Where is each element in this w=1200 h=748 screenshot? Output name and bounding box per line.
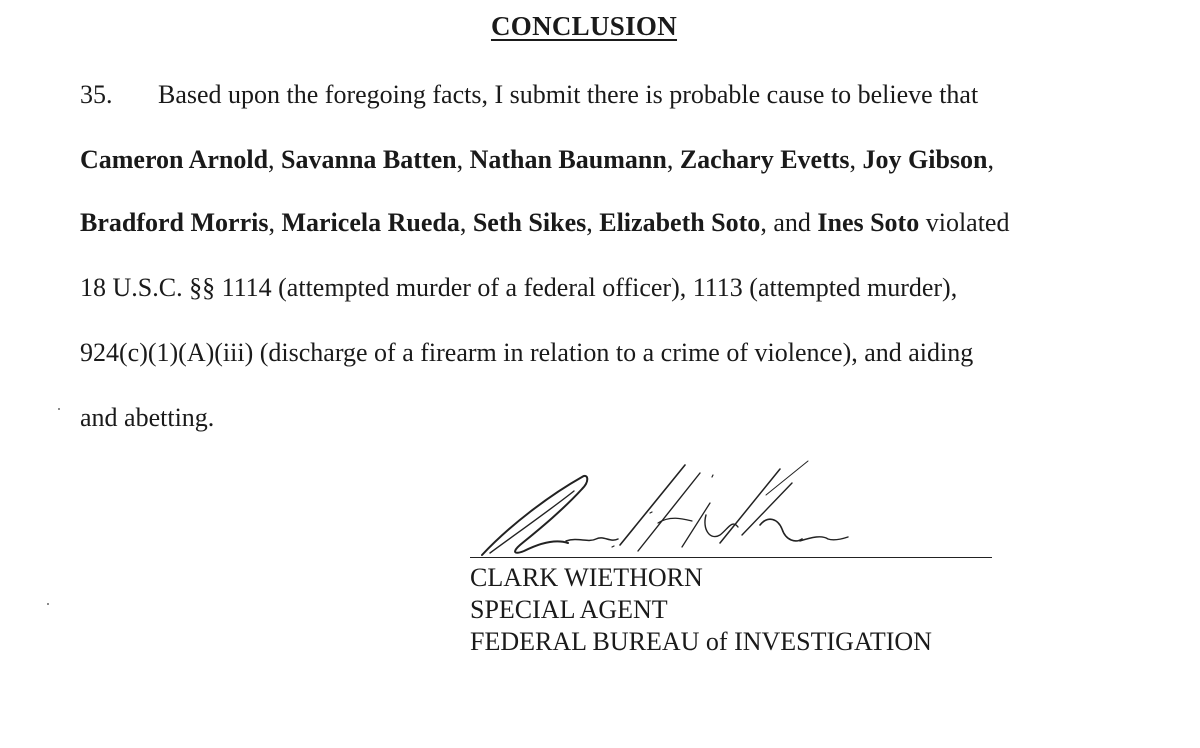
paragraph-line-5: 924(c)(1)(A)(iii) (discharge of a firearm in relation to a crime of violence), and aiding xyxy=(80,338,974,367)
signer-name: CLARK WIETHORN xyxy=(470,563,703,592)
defendant-name: Ines Soto xyxy=(817,208,920,237)
paragraph-line-3 xyxy=(80,208,1009,238)
name-separator: , xyxy=(586,208,600,237)
signature-line xyxy=(470,557,992,558)
signer-title: SPECIAL AGENT xyxy=(470,595,668,624)
defendant-name: Joy Gibson xyxy=(862,145,988,174)
defendant-name: Cameron Arnold xyxy=(80,145,269,174)
name-separator: , xyxy=(456,145,470,174)
paragraph-line-6: and abetting. xyxy=(80,403,215,432)
handwritten-signature xyxy=(470,455,850,560)
defendant-name: Zachary Evetts xyxy=(679,145,850,174)
paragraph-line-4: 18 U.S.C. §§ 1114 (attempted murder of a federal officer), 1113 (attempted murder), xyxy=(80,273,958,302)
defendant-name: Bradford Morris xyxy=(80,208,269,237)
scan-speck xyxy=(58,408,60,410)
section-heading: CONCLUSION xyxy=(490,11,678,41)
line-tail: , xyxy=(987,145,995,174)
defendant-name: Elizabeth Soto xyxy=(599,208,761,237)
defendant-name: Seth Sikes xyxy=(472,208,587,237)
name-separator: , xyxy=(666,145,680,174)
defendant-name: Savanna Batten xyxy=(281,145,457,174)
scan-speck xyxy=(47,603,49,605)
name-separator: , xyxy=(849,145,863,174)
signer-agency: FEDERAL BUREAU of INVESTIGATION xyxy=(470,627,932,656)
paragraph-text-1: Based upon the foregoing facts, I submit there is probable cause to believe that xyxy=(158,80,979,109)
line-tail: violated xyxy=(919,208,1010,237)
defendant-name: Nathan Baumann xyxy=(469,145,667,174)
name-separator: , xyxy=(459,208,473,237)
conjunction: , and xyxy=(760,208,818,237)
name-separator: , xyxy=(268,145,282,174)
paragraph-number: 35. xyxy=(80,80,113,109)
defendant-name: Maricela Rueda xyxy=(281,208,460,237)
name-separator: , xyxy=(268,208,282,237)
paragraph-line-1 xyxy=(80,80,978,110)
paragraph-line-2 xyxy=(80,145,994,175)
